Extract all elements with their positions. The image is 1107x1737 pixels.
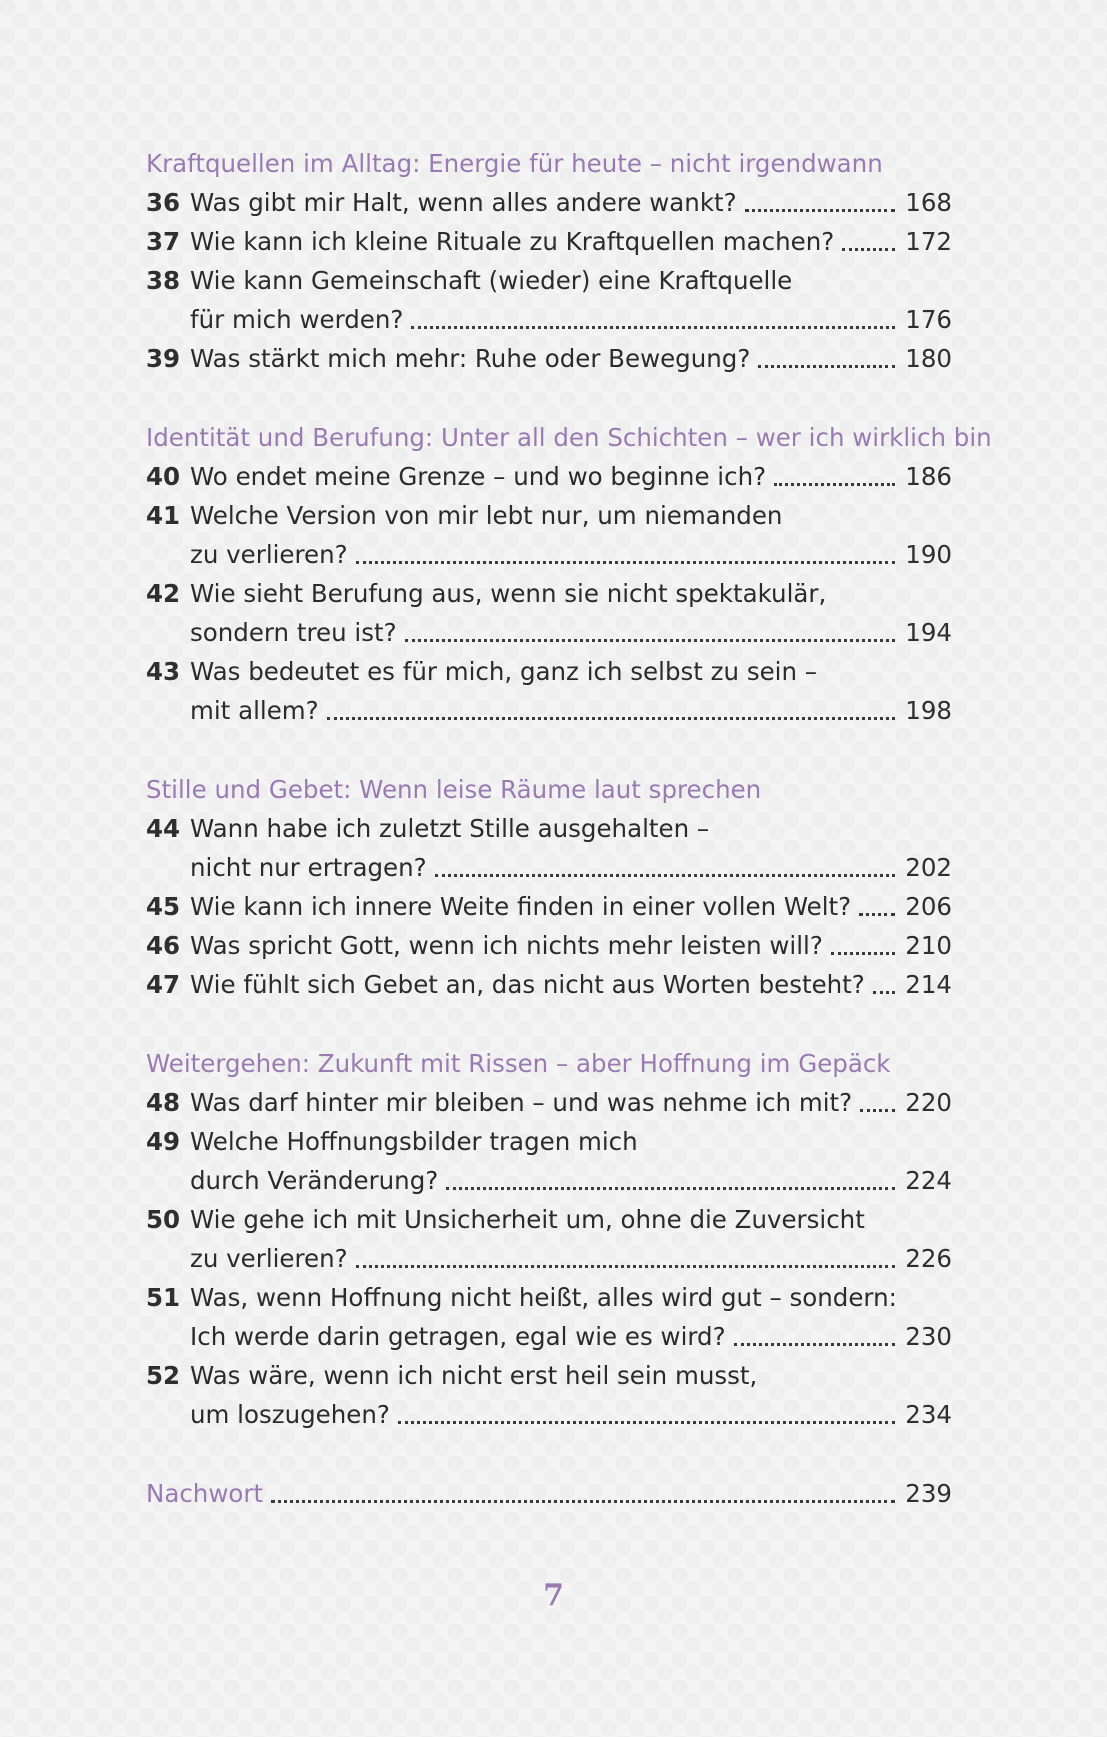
toc-entry [146,887,952,926]
entry-number: 51 [146,1283,181,1312]
toc-entry [146,1356,952,1434]
toc-entry [146,1083,952,1122]
entry-number: 52 [146,1361,181,1390]
entry-page: 210 [905,931,952,960]
entry-body [190,1122,952,1200]
toc-entry [146,1122,952,1200]
entry-body [190,457,952,496]
entry-body [190,261,952,339]
entry-body [190,809,952,887]
entry-title-continued: Ich werde darin getragen, egal wie es wird? [190,1322,726,1351]
entry-number: 40 [146,462,181,491]
entry-number: 42 [146,579,181,608]
toc-nachwort [146,1474,952,1513]
entry-title: Was wäre, wenn ich nicht erst heil sein musst, [190,1361,758,1390]
section-title: Weitergehen: Zukunft mit Rissen – aber Hoffnung im Gepäck [146,1049,891,1078]
entry-number: 48 [146,1088,181,1117]
toc-entry [146,496,952,574]
table-of-contents [146,144,992,1513]
entry-title: Wie kann ich kleine Rituale zu Kraftquellen machen? [190,227,835,256]
toc-entry [146,222,952,261]
entry-number: 43 [146,657,181,686]
entry-title-continued: sondern treu ist? [190,618,397,647]
entry-title-continued: zu verlieren? [190,540,348,569]
entry-title-continued: durch Veränderung? [190,1166,439,1195]
entry-page: 202 [905,853,952,882]
entry-page: 198 [905,696,952,725]
entry-page: 186 [905,462,952,491]
entry-number: 41 [146,501,181,530]
entry-page: 176 [905,305,952,334]
toc-section [146,770,952,1004]
toc-section [146,418,992,730]
entry-body [190,1083,952,1122]
entry-page: 206 [905,892,952,921]
dot-leader [446,1187,895,1190]
entry-title: Was, wenn Hoffnung nicht heißt, alles wird gut – sondern: [190,1283,897,1312]
entry-body [190,339,952,378]
entry-title-continued: zu verlieren? [190,1244,348,1273]
entry-number: 37 [146,227,181,256]
toc-entry [146,1278,952,1356]
entry-title: Wie fühlt sich Gebet an, das nicht aus Worten besteht? [190,970,865,999]
entry-body [190,652,952,730]
dot-leader [734,1343,896,1346]
toc-entry [146,261,952,339]
nachwort-page: 239 [905,1479,952,1508]
toc-entry [146,652,952,730]
toc-section [146,144,952,378]
entry-title: Wo endet meine Grenze – und wo beginne ich? [190,462,767,491]
dot-leader [873,991,895,994]
entry-title: Welche Hoffnungsbilder tragen mich [190,1127,638,1156]
dot-leader [271,1500,895,1503]
toc-entry [146,965,952,1004]
toc-entry [146,809,952,887]
entry-page: 194 [905,618,952,647]
entry-page: 226 [905,1244,952,1273]
entry-title: Welche Version von mir lebt nur, um niemanden [190,501,783,530]
entry-number: 49 [146,1127,181,1156]
entry-title: Was gibt mir Halt, wenn alles andere wankt? [190,188,737,217]
entry-body [190,1278,952,1356]
entry-title: Wie kann ich innere Weite finden in einer vollen Welt? [190,892,852,921]
entry-page: 224 [905,1166,952,1195]
entry-title: Wann habe ich zuletzt Stille ausgehalten – [190,814,710,843]
entry-page: 180 [905,344,952,373]
dot-leader [398,1421,895,1424]
entry-title: Wie gehe ich mit Unsicherheit um, ohne die Zuversicht [190,1205,865,1234]
dot-leader [842,248,895,251]
entry-title-continued: nicht nur ertragen? [190,853,427,882]
entry-title-continued: um loszugehen? [190,1400,390,1429]
entry-page: 214 [905,970,952,999]
entry-title: Was spricht Gott, wenn ich nichts mehr leisten will? [190,931,823,960]
toc-entry [146,574,952,652]
toc-entry [146,183,952,222]
toc-entry [146,926,952,965]
entry-body [190,183,952,222]
entry-title: Was bedeutet es für mich, ganz ich selbst zu sein – [190,657,818,686]
entry-body [190,496,952,574]
dot-leader [327,717,896,720]
toc-entry [146,457,952,496]
entry-title: Wie kann Gemeinschaft (wieder) eine Kraftquelle [190,266,793,295]
dot-leader [859,913,895,916]
entry-number: 47 [146,970,181,999]
dot-leader [745,209,896,212]
entry-body [190,887,952,926]
entry-page: 190 [905,540,952,569]
entry-number: 44 [146,814,181,843]
entry-number: 36 [146,188,181,217]
entry-page: 168 [905,188,952,217]
entry-number: 38 [146,266,181,295]
entry-page: 230 [905,1322,952,1351]
section-title: Identität und Berufung: Unter all den Schichten – wer ich wirklich bin [146,423,992,452]
page-number: 7 [543,1578,564,1613]
entry-body [190,1356,952,1434]
dot-leader [774,483,895,486]
toc-section [146,1044,952,1434]
entry-title: Was darf hinter mir bleiben – und was nehme ich mit? [190,1088,853,1117]
entry-number: 39 [146,344,181,373]
entry-title: Was stärkt mich mehr: Ruhe oder Bewegung? [190,344,751,373]
entry-title: Wie sieht Berufung aus, wenn sie nicht spektakulär, [190,579,827,608]
section-title: Stille und Gebet: Wenn leise Räume laut sprechen [146,775,762,804]
entry-page: 234 [905,1400,952,1429]
entry-page: 220 [905,1088,952,1117]
entry-number: 45 [146,892,181,921]
dot-leader [405,639,896,642]
entry-body [190,965,952,1004]
dot-leader [356,1265,896,1268]
entry-body [190,222,952,261]
dot-leader [831,952,895,955]
entry-body [190,926,952,965]
dot-leader [411,326,895,329]
dot-leader [435,874,896,877]
entry-page: 172 [905,227,952,256]
entry-number: 50 [146,1205,181,1234]
entry-title-continued: mit allem? [190,696,319,725]
dot-leader [860,1109,895,1112]
dot-leader [356,561,896,564]
nachwort-label: Nachwort [146,1479,264,1508]
toc-entry [146,1200,952,1278]
entry-title-continued: für mich werden? [190,305,404,334]
entry-number: 46 [146,931,181,960]
entry-body [190,1200,952,1278]
section-title: Kraftquellen im Alltag: Energie für heute – nicht irgendwann [146,149,883,178]
toc-entry [146,339,952,378]
entry-body [190,574,952,652]
dot-leader [758,365,895,368]
